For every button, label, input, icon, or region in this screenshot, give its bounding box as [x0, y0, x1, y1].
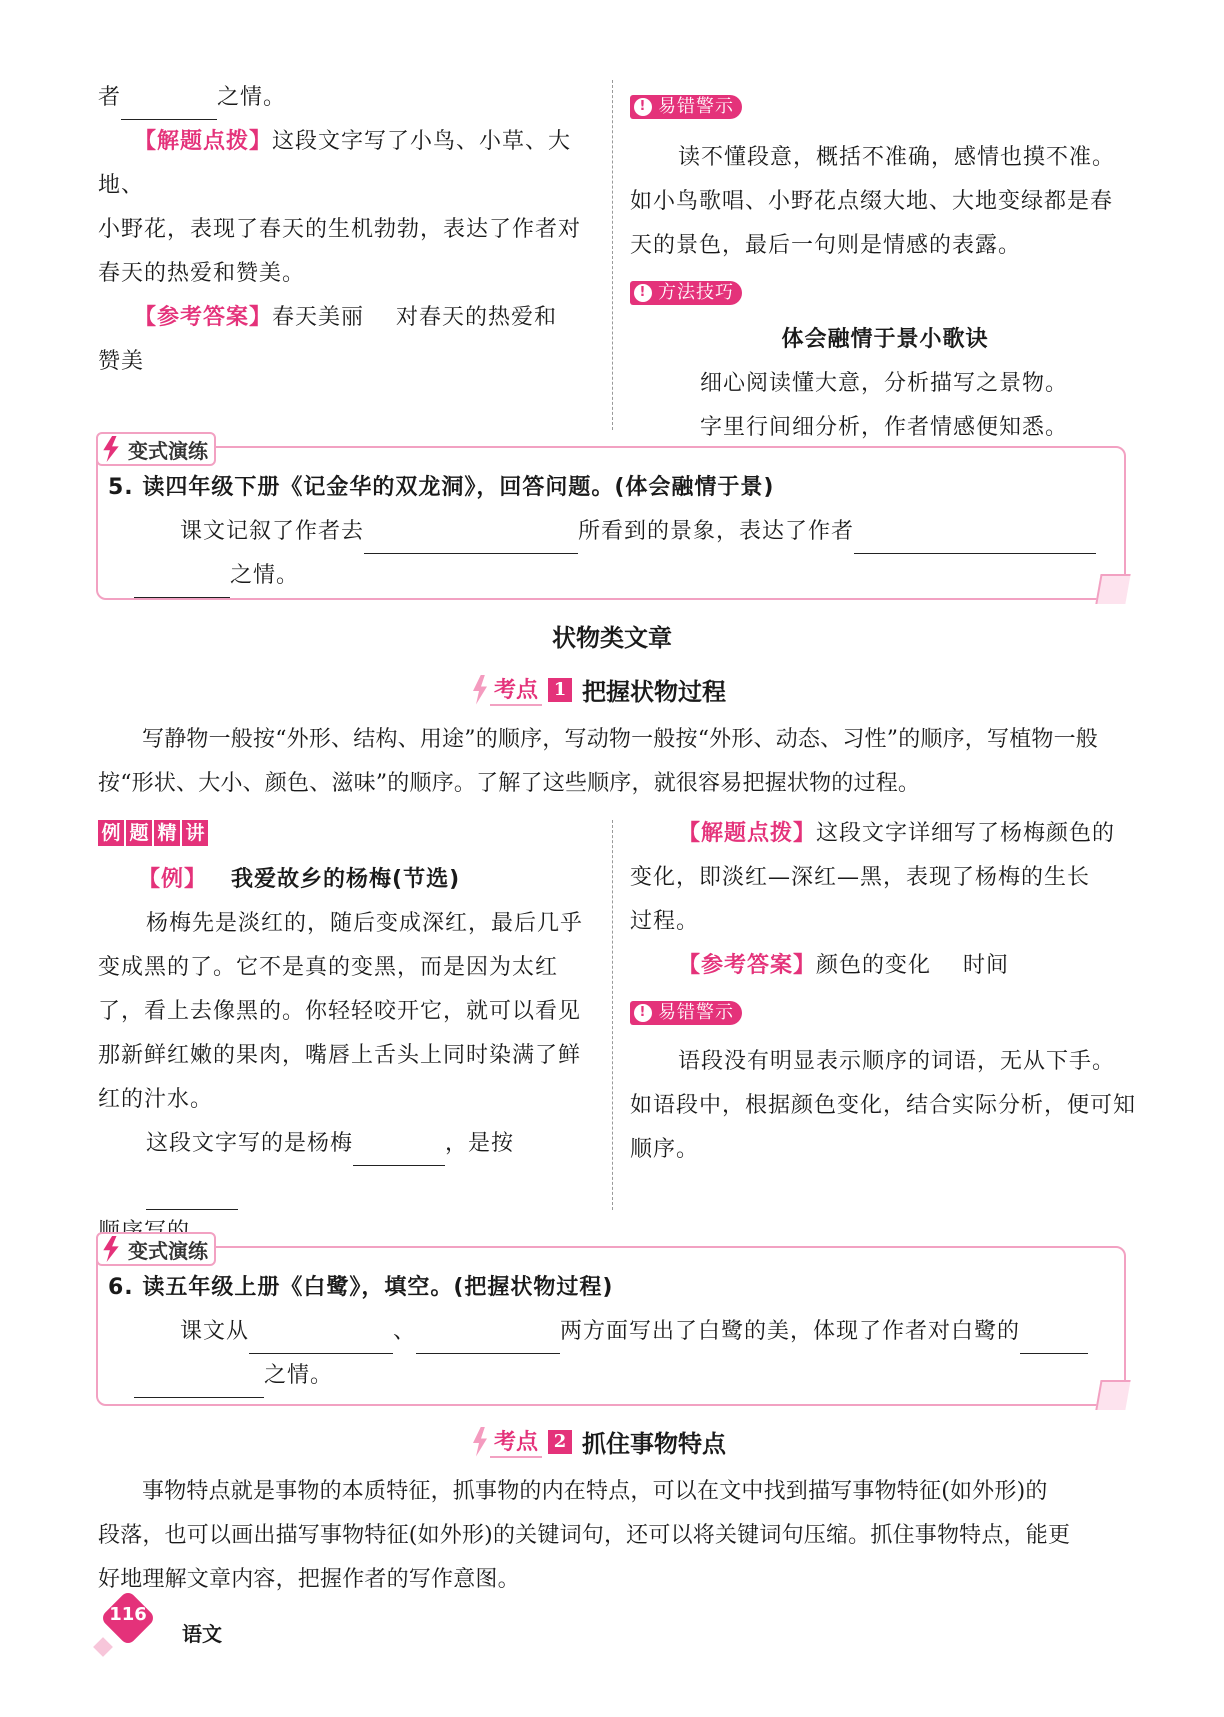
answer-blank[interactable] — [364, 527, 578, 554]
kaodian-2-header: 考点 2 抓住事物特点 — [470, 1424, 726, 1459]
answer-blank[interactable] — [416, 1327, 560, 1354]
poem-line: 细心阅读懂大意，分析描写之景物。 — [700, 371, 1069, 396]
answer-blank[interactable] — [134, 1371, 264, 1398]
warning-icon: ! — [634, 1004, 652, 1022]
answer-blank[interactable] — [1020, 1327, 1088, 1354]
subject-label: 语文 — [182, 1622, 222, 1646]
blank[interactable] — [121, 93, 217, 120]
line-fill: 者 之情。 — [98, 76, 598, 120]
lightning-icon — [470, 675, 490, 705]
answer-label: 【参考答案】 — [678, 953, 817, 978]
answer-blank[interactable] — [249, 1327, 393, 1354]
exercise-6-content: 6. 读五年级上册《白鹭》，填空。(把握状物过程) 课文从 、 两方面写出了白鹭的美，体现了作者对白鹭的 之情。 — [108, 1266, 1118, 1398]
lightbulb-icon: ! — [634, 284, 652, 302]
example-left: 【例】 我爱故乡的杨梅(节选) 杨梅先是淡红的，随后变成深红，最后几乎 变成黑的了。它不是真的变黑，而是因为太红 了，看上去像黑的。你轻轻咬开它，就可以看见 那新鲜红嫩的果肉，嘴唇上舌头上同时染满了鲜 红的汁水。 这段文字写的是杨梅 ，是按 — [98, 858, 598, 1254]
example-title: 我爱故乡的杨梅(节选) — [231, 867, 461, 892]
poem-line: 字里行间细分析，作者情感便知悉。 — [700, 415, 1069, 440]
column-divider-top — [612, 80, 613, 430]
top-right-column: ! 易错警示 读不懂段意，概括不准确，感情也摸不准。 如小鸟歌唱、小野花点缀大地、大地变绿都是春 天的景色，最后一句则是情感的表露。 ! 方法技巧 体会融情于景小歌诀 细心阅读懂大意，分析描写之景物。 字里行间细分析，作者情感便知悉。 — [630, 82, 1140, 450]
lightning-icon — [100, 436, 122, 462]
example-label: 【例】 — [138, 867, 208, 892]
hint-label: 【解题点拨】 — [678, 821, 817, 846]
answer-label: 【参考答案】 — [134, 305, 273, 330]
exercise-5-content: 5. 读四年级下册《记金华的双龙洞》，回答问题。(体会融情于景) 课文记叙了作者去 所看到的景象，表达了作者 之情。 — [108, 466, 1118, 598]
example-badge: 例 题 精 讲 — [98, 820, 208, 846]
section-title: 状物类文章 — [552, 624, 672, 652]
question-tag: (把握状物过程) — [453, 1275, 614, 1300]
answer-blank[interactable] — [134, 571, 230, 598]
top-left-column — [98, 76, 598, 384]
page-number: 116 — [109, 1604, 147, 1625]
answer-blank[interactable] — [854, 527, 1096, 554]
warn-tag: ! 易错警示 — [630, 1001, 742, 1025]
method-tag: ! 方法技巧 — [630, 281, 742, 305]
hint-block: 【解题点拨】这段文字写了小鸟、小草、大地、 小野花，表现了春天的生机勃勃，表达了作者对 春天的热爱和赞美。 — [98, 129, 582, 286]
question-text: 6. 读五年级上册《白鹭》，填空。 — [108, 1275, 454, 1300]
answer-block: 【参考答案】春天美丽 对春天的热爱和 赞美 — [98, 305, 557, 374]
example-right: 【解题点拨】这段文字详细写了杨梅颜色的 变化，即淡红—深红—黑，表现了杨梅的生长 过程。 【参考答案】颜色的变化 时间 ! 易错警示 语段没有明显表示顺序的词语，无从下手。 如语段中，根据颜色变化，结合实际分析，便可知 顺序。 — [630, 821, 1137, 1162]
poem-title: 体会融情于景小歌诀 — [781, 327, 989, 352]
question-text: 5. 读四年级下册《记金华的双龙洞》，回答问题。 — [108, 475, 615, 500]
warn-tag: ! 易错警示 — [630, 95, 742, 119]
answer-blank[interactable] — [353, 1139, 445, 1166]
kaodian-2-intro: 事物特点就是事物的本质特征，抓事物的内在特点，可以在文中找到描写事物特征(如外形)的 段落，也可以画出描写事物特征(如外形)的关键词句，还可以将关键词句压缩。抓住事物特点，能更 好地理解文章内容，把握作者的写作意图。 — [98, 1479, 1071, 1592]
lightning-icon — [100, 1236, 122, 1262]
exercise-tab: 变式演练 — [96, 1232, 216, 1266]
answer-blank[interactable] — [146, 1183, 238, 1210]
lightning-icon — [470, 1427, 490, 1457]
question-tag: (体会融情于景) — [614, 475, 775, 500]
kaodian-1-header: 考点 1 把握状物过程 — [470, 672, 726, 707]
hint-label: 【解题点拨】 — [134, 129, 273, 154]
warning-icon: ! — [634, 98, 652, 116]
kaodian-1-intro: 写静物一般按“外形、结构、用途”的顺序，写动物一般按“外形、动态、习性”的顺序，写植物一般 按“形状、大小、颜色、滋味”的顺序。了解了这些顺序，就很容易把握状物的过程。 — [98, 727, 1098, 796]
exercise-tab: 变式演练 — [96, 432, 216, 466]
page-number-badge — [102, 1592, 154, 1644]
column-divider-example — [612, 820, 613, 1210]
